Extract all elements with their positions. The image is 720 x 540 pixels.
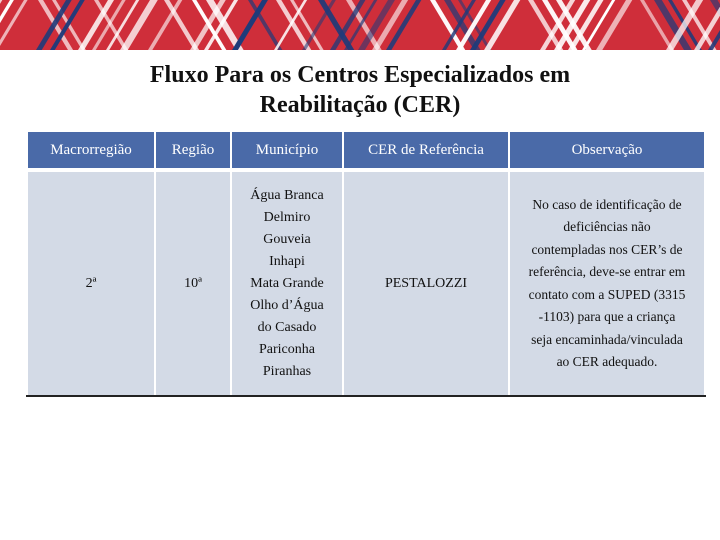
observacao-line: No caso de identificação de [532,196,682,212]
banner-pattern [0,0,720,50]
municipio-item: Pariconha [259,341,315,357]
header-cer-referencia: CER de Referência [343,132,509,168]
cell-regiao: 10ª [155,172,231,396]
observacao-line: -1103) para que a criança [538,309,676,324]
municipio-item: Inhapi [269,253,305,269]
slide-title [60,60,660,120]
table-header-row [27,132,705,168]
cell-cer-referencia: PESTALOZZI [343,172,509,396]
header-macrorregiao: Macrorregião [27,132,155,168]
header-observacao: Observação [509,132,705,168]
municipio-item: Olho d’Água [250,297,324,313]
municipio-item: Piranhas [262,363,312,379]
observacao-line: deficiências não [563,219,651,234]
title-line-2: Reabilitação (CER) [259,92,461,118]
cell-observacao [509,172,705,396]
observacao-line: ao CER adequado. [556,354,658,369]
cell-municipios [231,172,343,396]
cell-macrorregiao: 2ª [27,172,155,396]
municipio-item: Mata Grande [250,275,324,291]
observacao-line: seja encaminhada/vinculada [531,331,683,347]
observacao-line: contato com a SUPED (3315 [528,286,686,302]
municipio-item: Delmiro [263,209,311,225]
table-row [27,172,705,396]
header-regiao: Região [155,132,231,168]
observacao-line: referência, deve-se entrar em [528,264,686,279]
decorative-banner [0,0,720,50]
cer-flow-table [26,132,706,397]
municipio-item: Gouveia [263,231,311,247]
header-municipio: Município [231,132,343,168]
title-line-1: Fluxo Para os Centros Especializados em [149,62,571,88]
municipio-item: Água Branca [250,187,324,203]
observacao-line: contempladas nos CER’s de [531,241,683,257]
municipio-item: do Casado [257,319,317,335]
